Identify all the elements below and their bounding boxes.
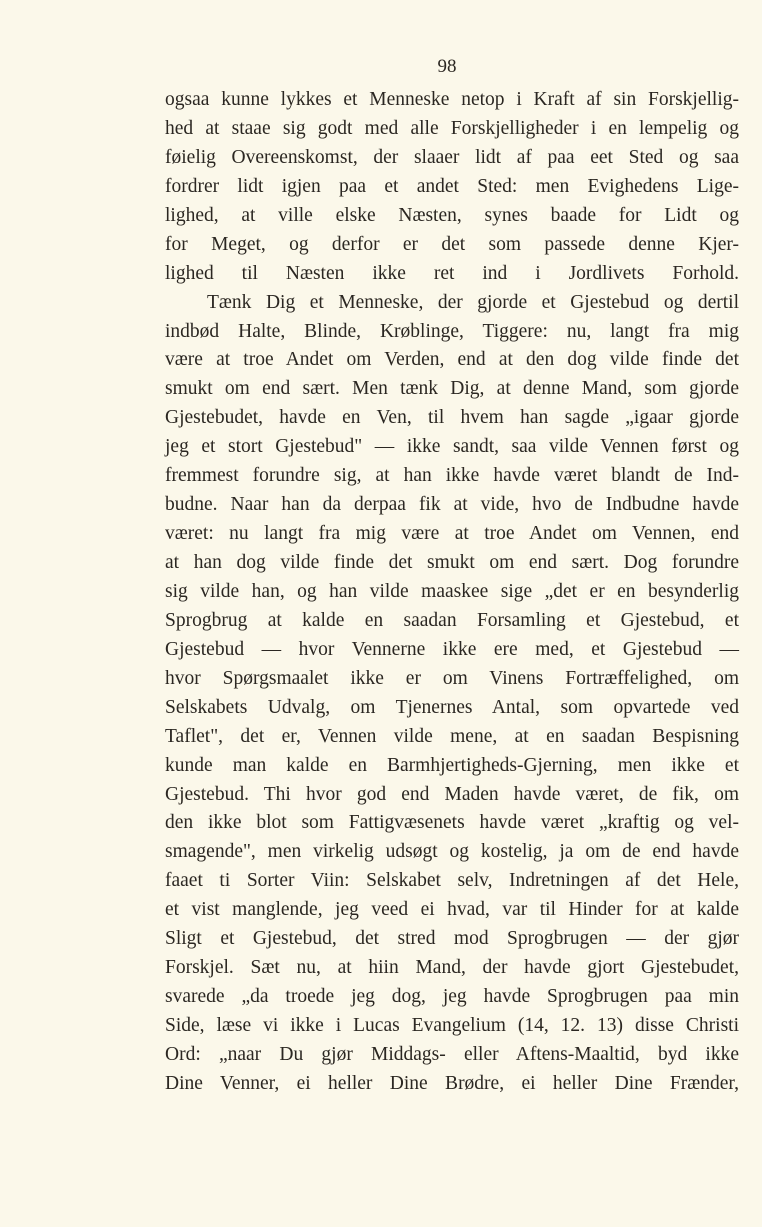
text-line: Selskabets Udvalg, om Tjenernes Antal, som opvartede ved xyxy=(165,696,739,718)
text-line: Dine Venner, ei heller Dine Brødre, ei heller Dine Frænder, xyxy=(165,1072,739,1094)
text-line: Gjestebudet, havde en Ven, til hvem han sagde „igaar gjorde xyxy=(165,407,739,429)
text-line: Forskjel. Sæt nu, at hiin Mand, der havde gjort Gjestebudet, xyxy=(165,957,739,979)
text-line: indbød Halte, Blinde, Krøblinge, Tiggere: nu, langt fra mig xyxy=(165,320,739,342)
body-text xyxy=(165,86,739,1099)
text-line: smukt om end sært. Men tænk Dig, at denne Mand, som gjorde xyxy=(165,378,739,400)
text-line: for Meget, og derfor er det som passede denne Kjer- xyxy=(165,233,739,255)
text-line: faaet ti Sorter Viin: Selskabet selv, Indretningen af det Hele, xyxy=(165,870,739,892)
text-line: lighed til Næsten ikke ret ind i Jordlivets Forhold. xyxy=(165,262,739,284)
text-line: fordrer lidt igjen paa et andet Sted: men Evighedens Lige- xyxy=(165,175,739,197)
paragraph-first-line: Tænk Dig et Menneske, der gjorde et Gjestebud og dertil xyxy=(207,291,739,313)
text-line: lighed, at ville elske Næsten, synes baade for Lidt og xyxy=(165,204,739,226)
text-line: fremmest forundre sig, at han ikke havde været blandt de Ind- xyxy=(165,465,739,487)
text-line: kunde man kalde en Barmhjertigheds-Gjerning, men ikke et xyxy=(165,754,739,776)
text-line: Sligt et Gjestebud, det stred mod Sprogbrugen — der gjør xyxy=(165,928,739,950)
text-line: Ord: „naar Du gjør Middags- eller Aftens-Maaltid, byd ikke xyxy=(165,1043,739,1065)
text-line: være at troe Andet om Verden, end at den dog vilde finde det xyxy=(165,349,739,371)
text-line: sig vilde han, og han vilde maaskee sige „det er en besynderlig xyxy=(165,580,739,602)
text-line: den ikke blot som Fattigvæsenets havde været „kraftig og vel- xyxy=(165,812,739,834)
text-line: jeg et stort Gjestebud" — ikke sandt, saa vilde Vennen først og xyxy=(165,436,739,458)
text-line: svarede „da troede jeg dog, jeg havde Sprogbrugen paa min xyxy=(165,986,739,1008)
page-number: 98 xyxy=(437,56,457,77)
text-line: Gjestebud — hvor Vennerne ikke ere med, et Gjestebud — xyxy=(165,638,739,660)
text-line: Gjestebud. Thi hvor god end Maden havde været, de fik, om xyxy=(165,783,739,805)
text-line: hed at staae sig godt med alle Forskjelligheder i en lempelig og xyxy=(165,117,739,139)
text-line: Sprogbrug at kalde en saadan Forsamling et Gjestebud, et xyxy=(165,609,739,631)
text-line: hvor Spørgsmaalet ikke er om Vinens Fortræffelighed, om xyxy=(165,667,739,689)
text-line: Taflet", det er, Vennen vilde mene, at en saadan Bespisning xyxy=(165,725,739,747)
text-line: føielig Overeenskomst, der slaaer lidt af paa eet Sted og saa xyxy=(165,146,739,168)
text-line: Side, læse vi ikke i Lucas Evangelium (14, 12. 13) disse Christi xyxy=(165,1015,739,1036)
text-line: ogsaa kunne lykkes et Menneske netop i Kraft af sin Forskjellig- xyxy=(165,89,739,110)
text-line: smagende", men virkelig udsøgt og kostelig, ja om de end havde xyxy=(165,841,739,863)
text-line: et vist manglende, jeg veed ei hvad, var til Hinder for at kalde xyxy=(165,899,739,921)
text-line: været: nu langt fra mig være at troe Andet om Vennen, end xyxy=(165,523,739,545)
text-line: budne. Naar han da derpaa fik at vide, hvo de Indbudne havde xyxy=(165,494,739,516)
text-line: at han dog vilde finde det smukt om end sært. Dog forundre xyxy=(165,552,739,573)
